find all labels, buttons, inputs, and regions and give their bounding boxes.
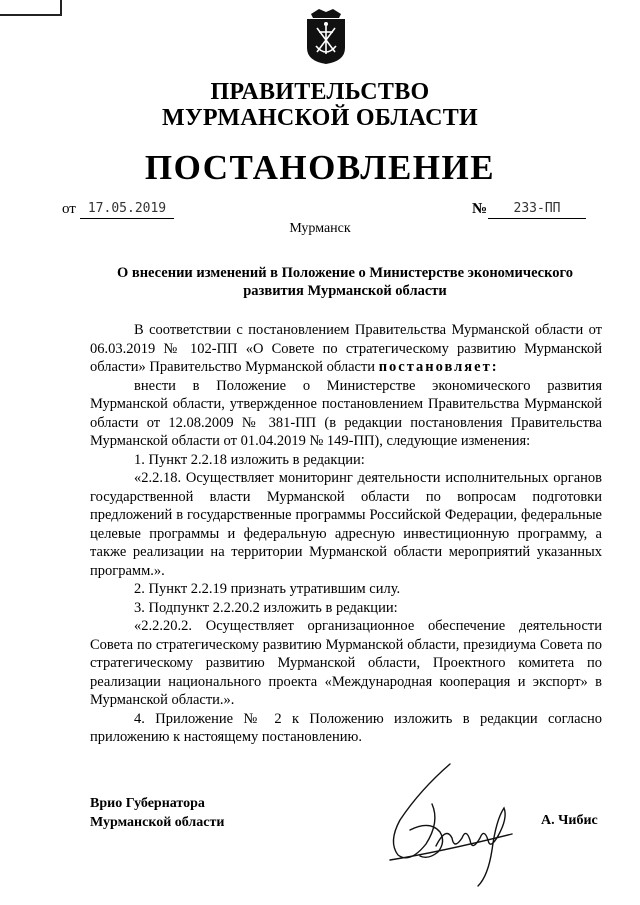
document-number: 233-ПП: [488, 201, 586, 219]
signatory-name: А. Чибис: [541, 813, 598, 828]
signatory-position-line2: Мурманской области: [90, 815, 225, 830]
document-subject: О внесении изменений в Положение о Министерстве экономического развития Мурманской области: [116, 265, 574, 299]
signatory-position: [90, 794, 224, 832]
signatory-position-line1: Врио Губернатора: [90, 796, 205, 811]
body-paragraph: внести в Положение о Министерстве экономического развития Мурманской области, утвержденное постановлением Правительства Мурманской области от 12.08.2009 № 381-ПП (в редакции постановления Правительства Мурманской области от 01.04.2019 № 149-ПП), следующие изменения:: [90, 377, 602, 449]
document-type-title: ПОСТАНОВЛЕНИЕ: [144, 148, 496, 187]
body-paragraph: 4. Приложение № 2 к Положению изложить в редакции согласно приложению к настоящему постановлению.: [90, 710, 602, 745]
body-paragraph: «2.2.18. Осуществляет мониторинг деятельности исполнительных органов государственной власти Мурманской области по вопросам подготовки предложений в государственные программы Российской Федерации, федеральные целевые программы и федеральную адресную инвестиционную программу, а также реализации на территории Мурманской области мероприятий указанных программ.».: [90, 470, 602, 579]
document-date: 17.05.2019: [80, 201, 174, 219]
handwritten-signature: [380, 760, 520, 890]
document-body: [90, 321, 602, 747]
body-paragraph: «2.2.20.2. Осуществляет организационное обеспечение деятельности Совета по стратегическому развитию Мурманской области, президиума Совета по стратегическому развитию Мурманской области, Проектного комитета по реализации национального проекта «Международная кооперация и экспорт» в Мурманской области.».: [90, 618, 602, 708]
government-title-line2: МУРМАНСКОЙ ОБЛАСТИ: [162, 105, 478, 131]
resolves-word: постановляет:: [378, 359, 499, 375]
preamble-text: В соответствии с постановлением Правительства Мурманской области от 06.03.2019 № 102-ПП «О Совете по стратегическому развитию Мурманской области» Правительство Мурманской области: [90, 322, 602, 375]
number-label: №: [472, 201, 488, 217]
body-paragraph: [90, 321, 602, 377]
body-paragraph: 1. Пункт 2.2.18 изложить в редакции:: [134, 451, 365, 468]
scan-corner-mark: [0, 0, 62, 16]
coat-of-arms-icon: [303, 6, 349, 66]
city-name: Мурманск: [289, 221, 351, 236]
body-paragraph: 3. Подпункт 2.2.20.2 изложить в редакции:: [134, 599, 398, 616]
government-title-line1: ПРАВИТЕЛЬСТВО: [210, 79, 430, 105]
body-paragraph: 2. Пункт 2.2.19 признать утратившим силу.: [134, 581, 401, 597]
date-label: от: [62, 201, 76, 217]
